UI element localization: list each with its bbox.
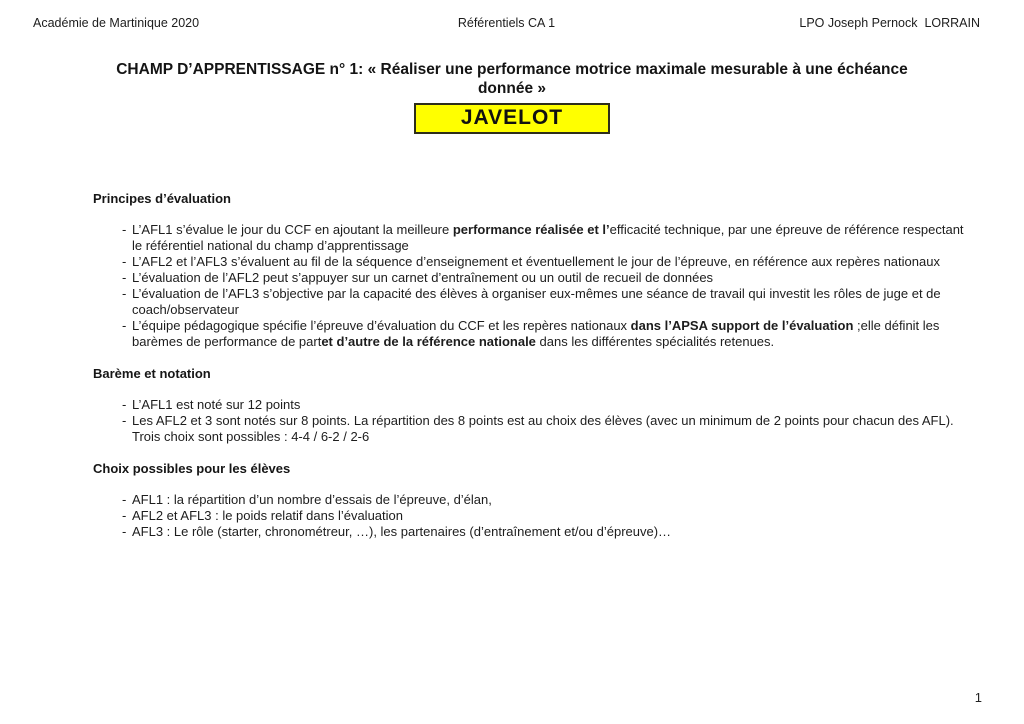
section-heading: Choix possibles pour les élèves <box>93 461 291 476</box>
bullet-text: L’AFL1 s’évalue le jour du CCF en ajoutant la meilleure performance réalisée et l’efficacité technique, par une épreuve de référence respectant le référentiel national du champ d’apprentissage <box>132 222 964 253</box>
document-body <box>0 191 1024 540</box>
bullet-item <box>93 492 970 508</box>
bullet-item <box>93 397 970 413</box>
bullet-dash: - <box>122 397 127 412</box>
bullet-dash: - <box>122 270 127 285</box>
bullet-item <box>93 318 970 350</box>
header-center-text: Référentiels CA 1 <box>457 16 556 30</box>
section-bareme-notation <box>93 366 970 445</box>
bullet-list <box>93 397 970 445</box>
bullet-dash: - <box>122 318 127 333</box>
section-heading: Barème et notation <box>93 366 211 381</box>
bullet-list <box>93 492 970 540</box>
bullet-dash: - <box>122 254 127 269</box>
document-header <box>0 0 1024 31</box>
bullet-dash: - <box>122 222 127 237</box>
bullet-text: L’AFL2 et l’AFL3 s’évaluent au fil de la séquence d’enseignement et éventuellement le jour de l’épreuve, en référence aux repères nationaux <box>132 254 940 269</box>
bullet-item <box>93 286 970 318</box>
bullet-dash: - <box>122 492 127 507</box>
bullet-dash: - <box>122 524 127 539</box>
bullet-list <box>93 222 970 350</box>
bullet-item <box>93 508 970 524</box>
section-heading: Principes d’évaluation <box>93 191 231 206</box>
bullet-dash: - <box>122 413 127 428</box>
bullet-dash: - <box>122 508 127 523</box>
bullet-text: L’évaluation de l’AFL3 s’objective par la capacité des élèves à organiser eux-mêmes une séance de travail qui investit les rôles de juge et de coach/observateur <box>132 286 941 317</box>
bullet-dash: - <box>122 286 127 301</box>
bullet-item <box>93 270 970 286</box>
header-left-text: Académie de Martinique 2020 <box>33 16 200 30</box>
bullet-item <box>93 413 970 445</box>
bullet-text: L’équipe pédagogique spécifie l’épreuve d’évaluation du CCF et les repères nationaux dans l’APSA support de l’évaluation ;elle définit les barèmes de performance de partet d’autre de la référence nationale dans les différentes spécialités retenues. <box>132 318 940 349</box>
section-principes-evaluation <box>93 191 970 350</box>
bullet-item <box>93 254 970 270</box>
bullet-text: AFL1 : la répartition d’un nombre d’essais de l’épreuve, d’élan, <box>132 492 492 507</box>
bullet-text: L’AFL1 est noté sur 12 points <box>132 397 301 412</box>
page-number: 1 <box>974 690 982 705</box>
banner-container <box>0 103 1024 134</box>
bullet-text: AFL3 : Le rôle (starter, chronométreur, …), les partenaires (d’entraînement et/ou d’épreuve)… <box>132 524 672 539</box>
bullet-text: AFL2 et AFL3 : le poids relatif dans l’évaluation <box>132 508 403 523</box>
bullet-item <box>93 222 970 254</box>
bullet-text: Les AFL2 et 3 sont notés sur 8 points. La répartition des 8 points est au choix des élèves (avec un minimum de 2 points pour chacun des AFL). Trois choix sont possibles : 4-4 / 6-2 / 2-6 <box>132 413 954 444</box>
header-right-text: LPO Joseph Pernock LORRAIN <box>799 16 981 30</box>
sport-title-banner: JAVELOT <box>414 103 610 134</box>
section-choix-possibles <box>93 461 970 540</box>
bullet-item <box>93 524 970 540</box>
document-title: CHAMP D’APPRENTISSAGE n° 1: « Réaliser une performance motrice maximale mesurable à une échéance donnée » <box>116 61 908 97</box>
bullet-text: L’évaluation de l’AFL2 peut s’appuyer sur un carnet d’entraînement ou un outil de recueil de données <box>132 270 714 285</box>
